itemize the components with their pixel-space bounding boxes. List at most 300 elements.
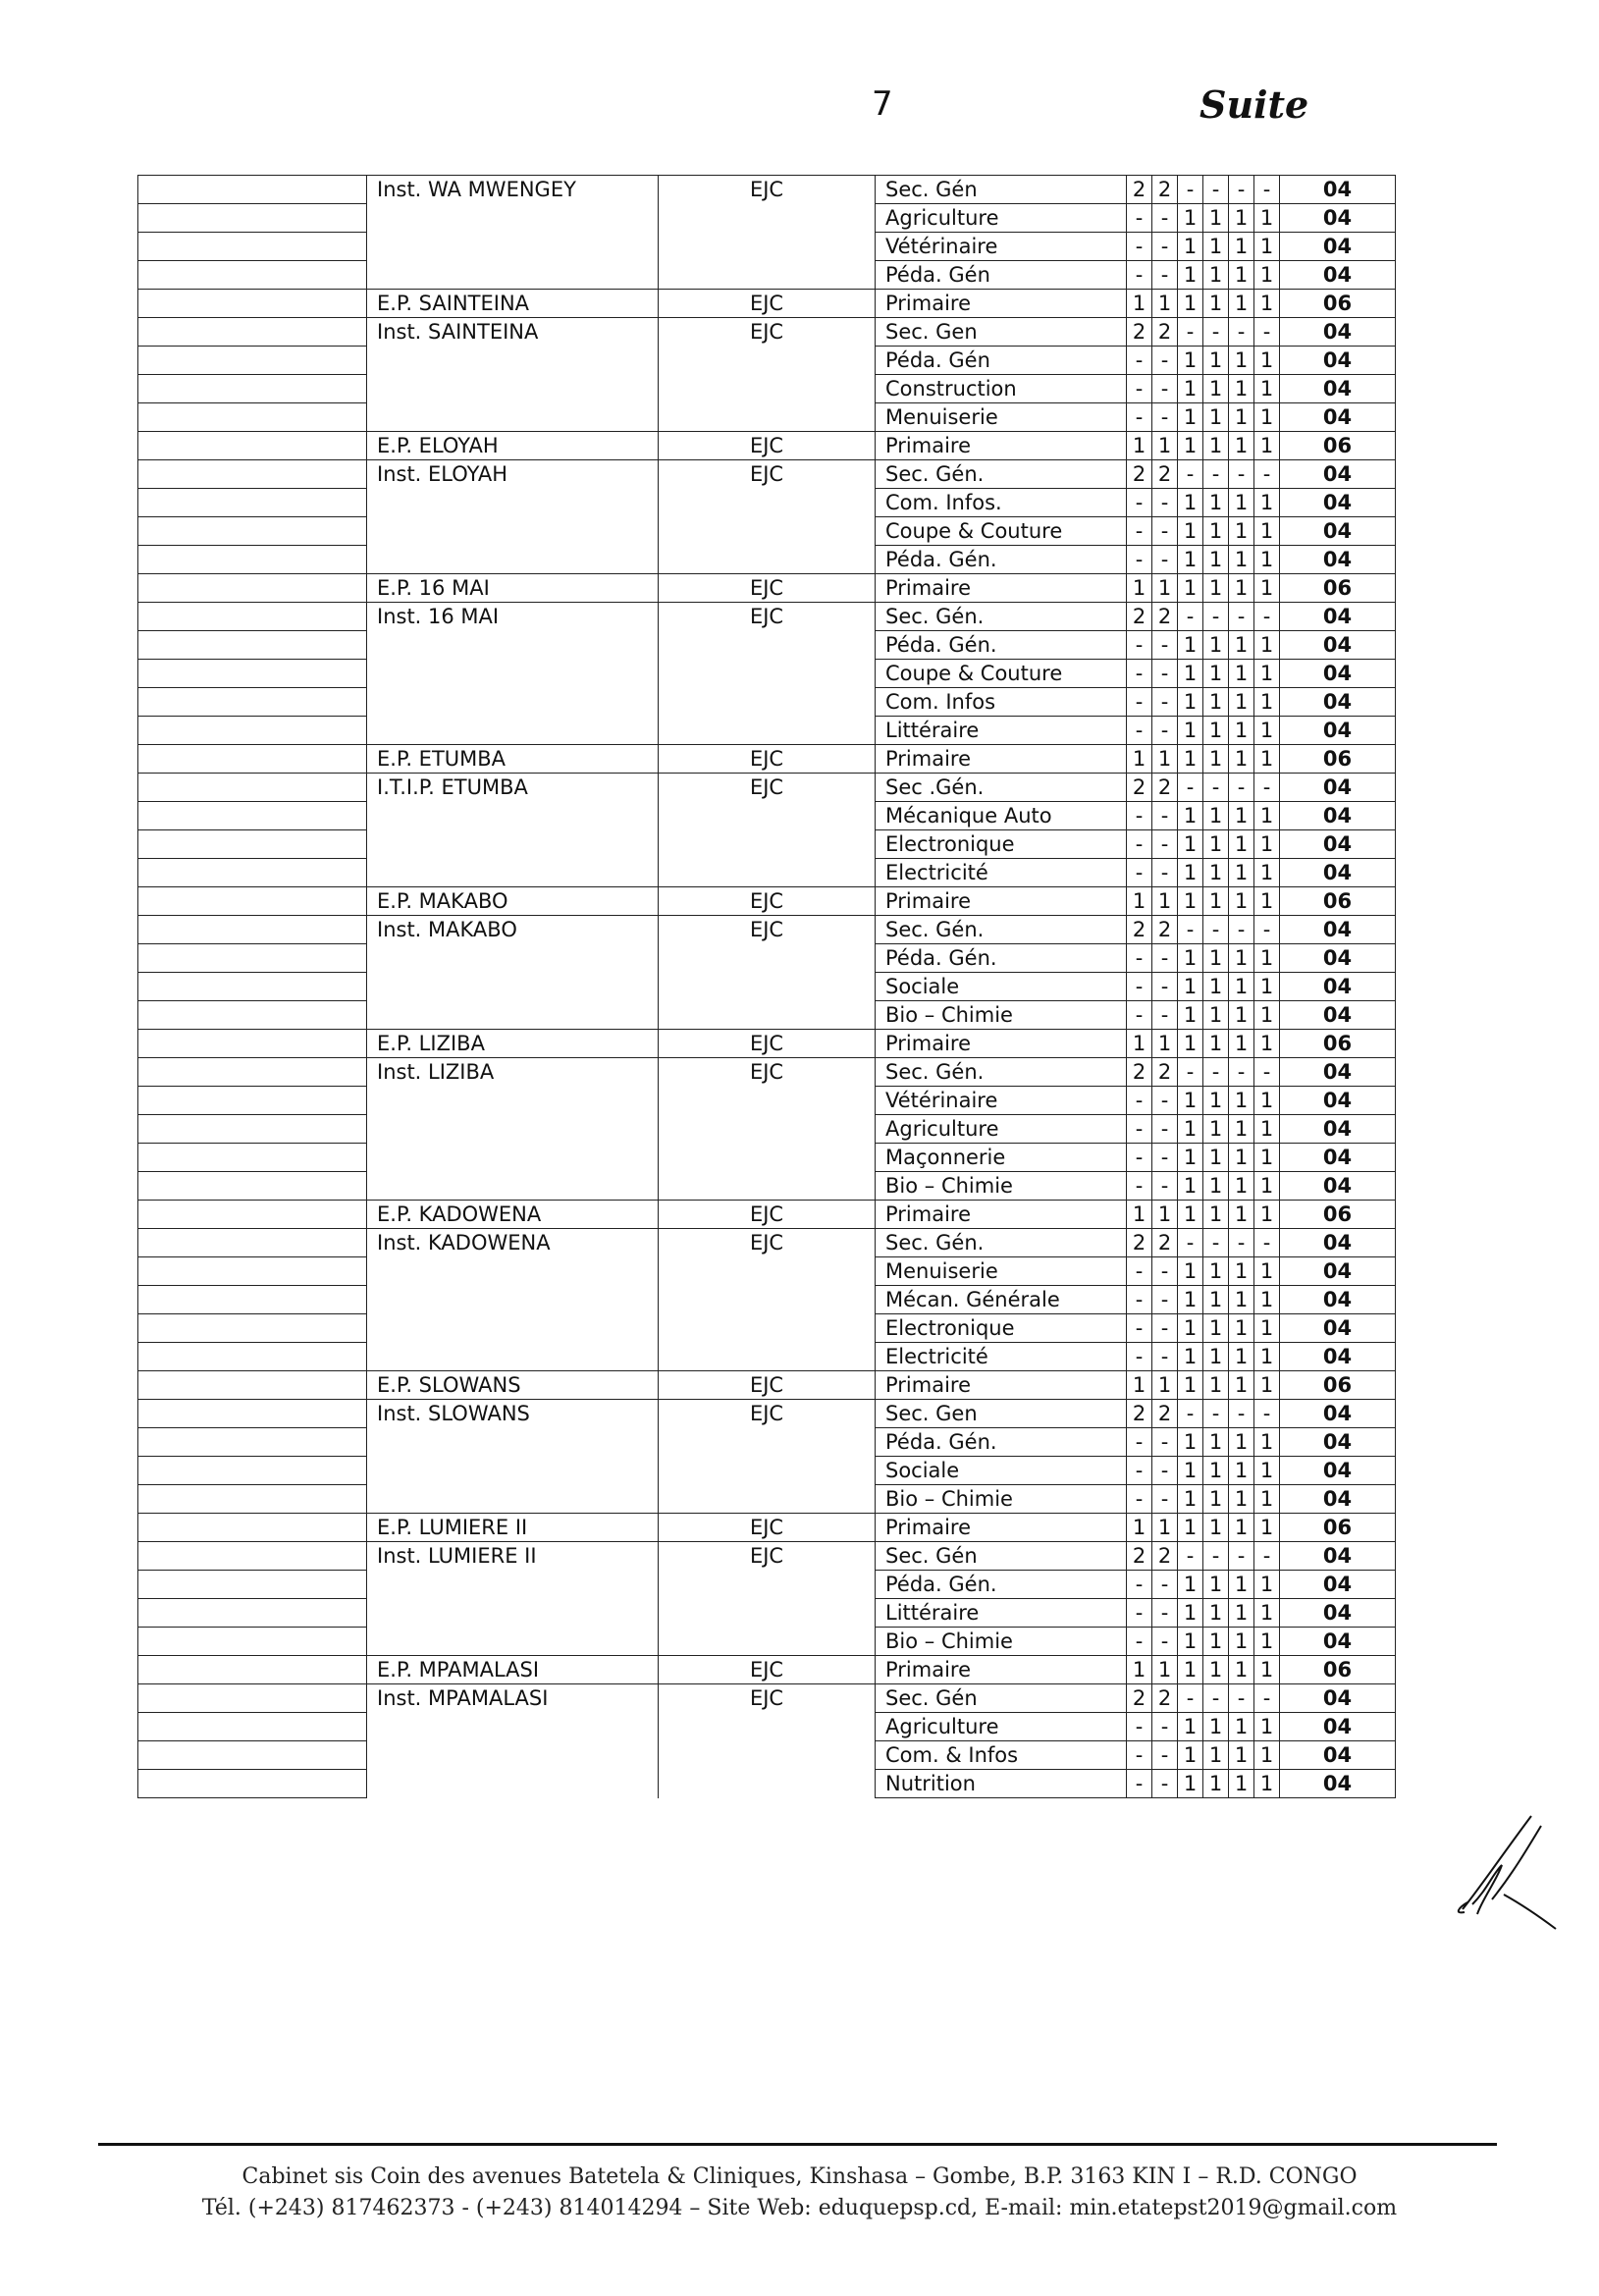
- class-count-cell: 2: [1127, 318, 1152, 347]
- table-row: [138, 830, 1396, 859]
- class-count-cell: -: [1127, 347, 1152, 375]
- class-count-cell: 1: [1127, 887, 1152, 916]
- class-count-cell: -: [1127, 1115, 1152, 1144]
- margin-cell: [138, 859, 367, 887]
- class-count-cell: -: [1229, 1542, 1254, 1571]
- school-name-cell: [367, 1144, 659, 1172]
- table-row: [138, 1058, 1396, 1087]
- school-name-cell: E.P. KADOWENA: [367, 1201, 659, 1229]
- table-row: [138, 1428, 1396, 1457]
- option-cell: Electricité: [876, 859, 1127, 887]
- organization-cell: EJC: [659, 1656, 876, 1684]
- class-count-cell: 1: [1229, 1428, 1254, 1457]
- total-cell: 04: [1280, 1144, 1396, 1172]
- class-count-cell: 1: [1229, 1741, 1254, 1770]
- class-count-cell: -: [1229, 603, 1254, 631]
- table-row: [138, 233, 1396, 261]
- total-cell: 04: [1280, 403, 1396, 432]
- class-count-cell: 1: [1203, 859, 1229, 887]
- option-cell: Menuiserie: [876, 403, 1127, 432]
- option-cell: Péda. Gén.: [876, 1571, 1127, 1599]
- option-cell: Sec. Gen: [876, 1400, 1127, 1428]
- option-cell: Sec. Gén: [876, 1684, 1127, 1713]
- class-count-cell: -: [1127, 261, 1152, 290]
- school-name-cell: [367, 859, 659, 887]
- class-count-cell: 1: [1178, 1770, 1203, 1798]
- class-count-cell: 1: [1152, 745, 1178, 774]
- class-count-cell: -: [1127, 973, 1152, 1001]
- class-count-cell: 1: [1178, 1514, 1203, 1542]
- table-row: [138, 517, 1396, 546]
- organization-cell: [659, 375, 876, 403]
- organization-cell: [659, 489, 876, 517]
- school-name-cell: Inst. LIZIBA: [367, 1058, 659, 1087]
- table-row: [138, 1684, 1396, 1713]
- class-count-cell: 1: [1203, 1144, 1229, 1172]
- option-cell: Sociale: [876, 1457, 1127, 1485]
- class-count-cell: -: [1127, 660, 1152, 688]
- class-count-cell: -: [1203, 916, 1229, 944]
- school-name-cell: E.P. ETUMBA: [367, 745, 659, 774]
- option-cell: Sec. Gén: [876, 1542, 1127, 1571]
- total-cell: 04: [1280, 1485, 1396, 1514]
- class-count-cell: 2: [1127, 1400, 1152, 1428]
- school-name-cell: Inst. SLOWANS: [367, 1400, 659, 1428]
- class-count-cell: -: [1152, 688, 1178, 717]
- class-count-cell: 1: [1229, 1144, 1254, 1172]
- class-count-cell: 1: [1229, 1571, 1254, 1599]
- margin-cell: [138, 1514, 367, 1542]
- table-row: [138, 660, 1396, 688]
- margin-cell: [138, 1599, 367, 1628]
- class-count-cell: 1: [1178, 1030, 1203, 1058]
- total-cell: 04: [1280, 1314, 1396, 1343]
- school-name-cell: [367, 1115, 659, 1144]
- class-count-cell: -: [1152, 631, 1178, 660]
- class-count-cell: 1: [1178, 403, 1203, 432]
- class-count-cell: 1: [1203, 745, 1229, 774]
- class-count-cell: 1: [1203, 546, 1229, 574]
- total-cell: 04: [1280, 774, 1396, 802]
- option-cell: Primaire: [876, 1371, 1127, 1400]
- class-count-cell: 1: [1203, 261, 1229, 290]
- class-count-cell: -: [1152, 347, 1178, 375]
- option-cell: Electronique: [876, 830, 1127, 859]
- class-count-cell: -: [1152, 233, 1178, 261]
- school-name-cell: E.P. LIZIBA: [367, 1030, 659, 1058]
- school-name-cell: [367, 717, 659, 745]
- class-count-cell: -: [1152, 1286, 1178, 1314]
- school-name-cell: [367, 347, 659, 375]
- school-name-cell: [367, 1571, 659, 1599]
- organization-cell: [659, 546, 876, 574]
- organization-cell: [659, 403, 876, 432]
- option-cell: Mécanique Auto: [876, 802, 1127, 830]
- class-count-cell: -: [1127, 1172, 1152, 1201]
- class-count-cell: -: [1127, 830, 1152, 859]
- class-count-cell: 1: [1203, 517, 1229, 546]
- margin-cell: [138, 290, 367, 318]
- class-count-cell: 1: [1229, 1485, 1254, 1514]
- class-count-cell: 1: [1203, 1514, 1229, 1542]
- table-row: [138, 745, 1396, 774]
- class-count-cell: 1: [1203, 1172, 1229, 1201]
- school-name-cell: [367, 1485, 659, 1514]
- margin-cell: [138, 489, 367, 517]
- option-cell: Péda. Gén.: [876, 944, 1127, 973]
- class-count-cell: -: [1127, 1286, 1152, 1314]
- margin-cell: [138, 574, 367, 603]
- class-count-cell: -: [1152, 1257, 1178, 1286]
- class-count-cell: 1: [1178, 830, 1203, 859]
- total-cell: 04: [1280, 517, 1396, 546]
- class-count-cell: 1: [1203, 887, 1229, 916]
- class-count-cell: 1: [1229, 1599, 1254, 1628]
- organization-cell: EJC: [659, 1229, 876, 1257]
- class-count-cell: 1: [1203, 1115, 1229, 1144]
- class-count-cell: 1: [1254, 1514, 1280, 1542]
- class-count-cell: 1: [1254, 830, 1280, 859]
- class-count-cell: 1: [1229, 375, 1254, 403]
- footer-address: Cabinet sis Coin des avenues Batetela & Cliniques, Kinshasa – Gombe, B.P. 3163 KIN I – R.D. CONGO: [241, 2164, 1358, 2189]
- total-cell: 06: [1280, 1371, 1396, 1400]
- class-count-cell: -: [1152, 1770, 1178, 1798]
- class-count-cell: 1: [1254, 432, 1280, 460]
- class-count-cell: 2: [1127, 603, 1152, 631]
- class-count-cell: -: [1127, 546, 1152, 574]
- class-count-cell: -: [1254, 318, 1280, 347]
- option-cell: Péda. Gén: [876, 261, 1127, 290]
- class-count-cell: -: [1254, 1229, 1280, 1257]
- class-count-cell: -: [1178, 318, 1203, 347]
- margin-cell: [138, 1400, 367, 1428]
- margin-cell: [138, 176, 367, 204]
- class-count-cell: -: [1203, 1229, 1229, 1257]
- organization-cell: [659, 1343, 876, 1371]
- class-count-cell: 1: [1229, 1628, 1254, 1656]
- table-row: [138, 375, 1396, 403]
- school-name-cell: I.T.I.P. ETUMBA: [367, 774, 659, 802]
- class-count-cell: 1: [1203, 1628, 1229, 1656]
- table-row: [138, 1314, 1396, 1343]
- class-count-cell: -: [1254, 1684, 1280, 1713]
- class-count-cell: 1: [1178, 1201, 1203, 1229]
- class-count-cell: 1: [1229, 1514, 1254, 1542]
- class-count-cell: 1: [1203, 233, 1229, 261]
- class-count-cell: 1: [1203, 944, 1229, 973]
- class-count-cell: 1: [1229, 688, 1254, 717]
- organization-cell: EJC: [659, 290, 876, 318]
- margin-cell: [138, 403, 367, 432]
- class-count-cell: -: [1203, 176, 1229, 204]
- organization-cell: [659, 517, 876, 546]
- class-count-cell: 1: [1229, 1030, 1254, 1058]
- total-cell: 04: [1280, 1571, 1396, 1599]
- margin-cell: [138, 204, 367, 233]
- total-cell: 04: [1280, 660, 1396, 688]
- class-count-cell: -: [1203, 774, 1229, 802]
- class-count-cell: -: [1254, 1058, 1280, 1087]
- margin-cell: [138, 1571, 367, 1599]
- class-count-cell: 1: [1254, 631, 1280, 660]
- class-count-cell: -: [1178, 1229, 1203, 1257]
- class-count-cell: -: [1229, 460, 1254, 489]
- class-count-cell: -: [1127, 233, 1152, 261]
- class-count-cell: -: [1152, 546, 1178, 574]
- organization-cell: [659, 1286, 876, 1314]
- class-count-cell: 1: [1229, 1087, 1254, 1115]
- class-count-cell: 1: [1254, 1030, 1280, 1058]
- class-count-cell: 2: [1127, 774, 1152, 802]
- class-count-cell: -: [1152, 1628, 1178, 1656]
- school-name-cell: E.P. 16 MAI: [367, 574, 659, 603]
- school-name-cell: [367, 1343, 659, 1371]
- class-count-cell: 1: [1178, 1115, 1203, 1144]
- class-count-cell: -: [1229, 318, 1254, 347]
- class-count-cell: 1: [1254, 1201, 1280, 1229]
- table-row: [138, 1400, 1396, 1428]
- class-count-cell: 1: [1229, 631, 1254, 660]
- school-name-cell: [367, 517, 659, 546]
- table-row: [138, 802, 1396, 830]
- total-cell: 04: [1280, 1741, 1396, 1770]
- class-count-cell: 1: [1178, 802, 1203, 830]
- class-count-cell: 2: [1152, 460, 1178, 489]
- table-row: [138, 1257, 1396, 1286]
- class-count-cell: -: [1152, 717, 1178, 745]
- option-cell: Littéraire: [876, 1599, 1127, 1628]
- organization-cell: EJC: [659, 1371, 876, 1400]
- table-row: [138, 1485, 1396, 1514]
- school-name-cell: [367, 1428, 659, 1457]
- class-count-cell: 2: [1127, 1542, 1152, 1571]
- school-name-cell: [367, 1628, 659, 1656]
- organization-cell: EJC: [659, 1201, 876, 1229]
- table-row: [138, 347, 1396, 375]
- total-cell: 04: [1280, 717, 1396, 745]
- organization-cell: EJC: [659, 916, 876, 944]
- margin-cell: [138, 1628, 367, 1656]
- table-row: [138, 1115, 1396, 1144]
- class-count-cell: -: [1178, 603, 1203, 631]
- table-row: [138, 1286, 1396, 1314]
- class-count-cell: 1: [1178, 432, 1203, 460]
- class-count-cell: 1: [1203, 1001, 1229, 1030]
- table-row: [138, 1656, 1396, 1684]
- school-name-cell: Inst. LUMIERE II: [367, 1542, 659, 1571]
- class-count-cell: 1: [1203, 1087, 1229, 1115]
- margin-cell: [138, 774, 367, 802]
- total-cell: 04: [1280, 1115, 1396, 1144]
- class-count-cell: 1: [1203, 1257, 1229, 1286]
- class-count-cell: -: [1127, 1457, 1152, 1485]
- table-row: [138, 546, 1396, 574]
- class-count-cell: 1: [1254, 1286, 1280, 1314]
- margin-cell: [138, 1286, 367, 1314]
- organization-cell: EJC: [659, 887, 876, 916]
- class-count-cell: 1: [1127, 1201, 1152, 1229]
- class-count-cell: -: [1152, 375, 1178, 403]
- organization-cell: EJC: [659, 603, 876, 631]
- organization-cell: [659, 717, 876, 745]
- class-count-cell: 1: [1152, 432, 1178, 460]
- class-count-cell: 1: [1203, 1343, 1229, 1371]
- class-count-cell: -: [1229, 1684, 1254, 1713]
- class-count-cell: 1: [1254, 1713, 1280, 1741]
- organization-cell: EJC: [659, 432, 876, 460]
- organization-cell: [659, 261, 876, 290]
- class-count-cell: 1: [1229, 233, 1254, 261]
- class-count-cell: 1: [1254, 1172, 1280, 1201]
- class-count-cell: 1: [1178, 944, 1203, 973]
- option-cell: Coupe & Couture: [876, 660, 1127, 688]
- class-count-cell: 1: [1254, 1371, 1280, 1400]
- total-cell: 04: [1280, 1001, 1396, 1030]
- class-count-cell: 1: [1178, 546, 1203, 574]
- class-count-cell: -: [1178, 1400, 1203, 1428]
- option-cell: Primaire: [876, 1514, 1127, 1542]
- class-count-cell: -: [1152, 1087, 1178, 1115]
- class-count-cell: -: [1152, 1115, 1178, 1144]
- class-count-cell: 1: [1178, 1571, 1203, 1599]
- class-count-cell: 1: [1229, 1343, 1254, 1371]
- class-count-cell: -: [1152, 1571, 1178, 1599]
- margin-cell: [138, 1229, 367, 1257]
- table-row: [138, 1371, 1396, 1400]
- class-count-cell: -: [1127, 1741, 1152, 1770]
- class-count-cell: -: [1254, 176, 1280, 204]
- school-name-cell: [367, 546, 659, 574]
- class-count-cell: 1: [1178, 1656, 1203, 1684]
- class-count-cell: 1: [1203, 1571, 1229, 1599]
- margin-cell: [138, 688, 367, 717]
- class-count-cell: 1: [1229, 887, 1254, 916]
- margin-cell: [138, 916, 367, 944]
- total-cell: 04: [1280, 375, 1396, 403]
- organization-cell: EJC: [659, 1542, 876, 1571]
- class-count-cell: -: [1178, 1684, 1203, 1713]
- class-count-cell: -: [1152, 1144, 1178, 1172]
- organization-cell: [659, 944, 876, 973]
- class-count-cell: 2: [1127, 176, 1152, 204]
- class-count-cell: 1: [1203, 432, 1229, 460]
- option-cell: Com. Infos.: [876, 489, 1127, 517]
- class-count-cell: 1: [1254, 1457, 1280, 1485]
- option-cell: Com. & Infos: [876, 1741, 1127, 1770]
- class-count-cell: 1: [1178, 1428, 1203, 1457]
- school-name-cell: Inst. SAINTEINA: [367, 318, 659, 347]
- class-count-cell: 1: [1203, 375, 1229, 403]
- class-count-cell: 1: [1254, 688, 1280, 717]
- school-name-cell: E.P. SAINTEINA: [367, 290, 659, 318]
- table-row: [138, 1770, 1396, 1798]
- school-name-cell: [367, 204, 659, 233]
- school-name-cell: E.P. ELOYAH: [367, 432, 659, 460]
- class-count-cell: -: [1127, 802, 1152, 830]
- class-count-cell: 1: [1178, 489, 1203, 517]
- class-count-cell: -: [1152, 830, 1178, 859]
- organization-cell: EJC: [659, 774, 876, 802]
- table-row: [138, 432, 1396, 460]
- class-count-cell: 1: [1254, 517, 1280, 546]
- total-cell: 06: [1280, 574, 1396, 603]
- option-cell: Nutrition: [876, 1770, 1127, 1798]
- organization-cell: [659, 1571, 876, 1599]
- table-row: [138, 1514, 1396, 1542]
- school-name-cell: [367, 830, 659, 859]
- class-count-cell: 1: [1127, 1514, 1152, 1542]
- class-count-cell: 2: [1152, 603, 1178, 631]
- option-cell: Coupe & Couture: [876, 517, 1127, 546]
- class-count-cell: 1: [1254, 973, 1280, 1001]
- total-cell: 04: [1280, 1428, 1396, 1457]
- margin-cell: [138, 830, 367, 859]
- class-count-cell: 1: [1254, 1428, 1280, 1457]
- organization-cell: [659, 1115, 876, 1144]
- class-count-cell: 1: [1203, 1030, 1229, 1058]
- class-count-cell: 1: [1152, 574, 1178, 603]
- class-count-cell: 1: [1203, 403, 1229, 432]
- margin-cell: [138, 1656, 367, 1684]
- table-row: [138, 973, 1396, 1001]
- class-count-cell: 1: [1229, 1257, 1254, 1286]
- class-count-cell: -: [1254, 916, 1280, 944]
- option-cell: Sec .Gén.: [876, 774, 1127, 802]
- option-cell: Sec. Gén.: [876, 1058, 1127, 1087]
- class-count-cell: 1: [1254, 1001, 1280, 1030]
- class-count-cell: 1: [1254, 1343, 1280, 1371]
- class-count-cell: 1: [1203, 574, 1229, 603]
- option-cell: Menuiserie: [876, 1257, 1127, 1286]
- school-name-cell: [367, 944, 659, 973]
- class-count-cell: 1: [1229, 574, 1254, 603]
- class-count-cell: -: [1152, 973, 1178, 1001]
- organization-cell: [659, 1087, 876, 1115]
- option-cell: Sec. Gen: [876, 318, 1127, 347]
- class-count-cell: 1: [1203, 1201, 1229, 1229]
- total-cell: 06: [1280, 432, 1396, 460]
- class-count-cell: -: [1127, 1257, 1152, 1286]
- class-count-cell: -: [1152, 1314, 1178, 1343]
- total-cell: 06: [1280, 887, 1396, 916]
- total-cell: 04: [1280, 176, 1396, 204]
- class-count-cell: 1: [1178, 660, 1203, 688]
- class-count-cell: -: [1152, 1343, 1178, 1371]
- class-count-cell: -: [1229, 1400, 1254, 1428]
- table-row: [138, 1144, 1396, 1172]
- class-count-cell: 1: [1178, 517, 1203, 546]
- table-row: [138, 1741, 1396, 1770]
- school-name-cell: [367, 1172, 659, 1201]
- table-row: [138, 603, 1396, 631]
- class-count-cell: -: [1203, 1684, 1229, 1713]
- class-count-cell: 1: [1178, 1286, 1203, 1314]
- class-count-cell: -: [1152, 802, 1178, 830]
- table-row: [138, 631, 1396, 660]
- class-count-cell: 1: [1127, 1371, 1152, 1400]
- margin-cell: [138, 261, 367, 290]
- class-count-cell: 1: [1203, 1428, 1229, 1457]
- option-cell: Sec. Gén.: [876, 460, 1127, 489]
- class-count-cell: 1: [1203, 1314, 1229, 1343]
- option-cell: Agriculture: [876, 204, 1127, 233]
- class-count-cell: -: [1178, 1058, 1203, 1087]
- school-name-cell: [367, 1286, 659, 1314]
- class-count-cell: 1: [1229, 261, 1254, 290]
- class-count-cell: 1: [1229, 290, 1254, 318]
- option-cell: Bio – Chimie: [876, 1001, 1127, 1030]
- school-name-cell: [367, 233, 659, 261]
